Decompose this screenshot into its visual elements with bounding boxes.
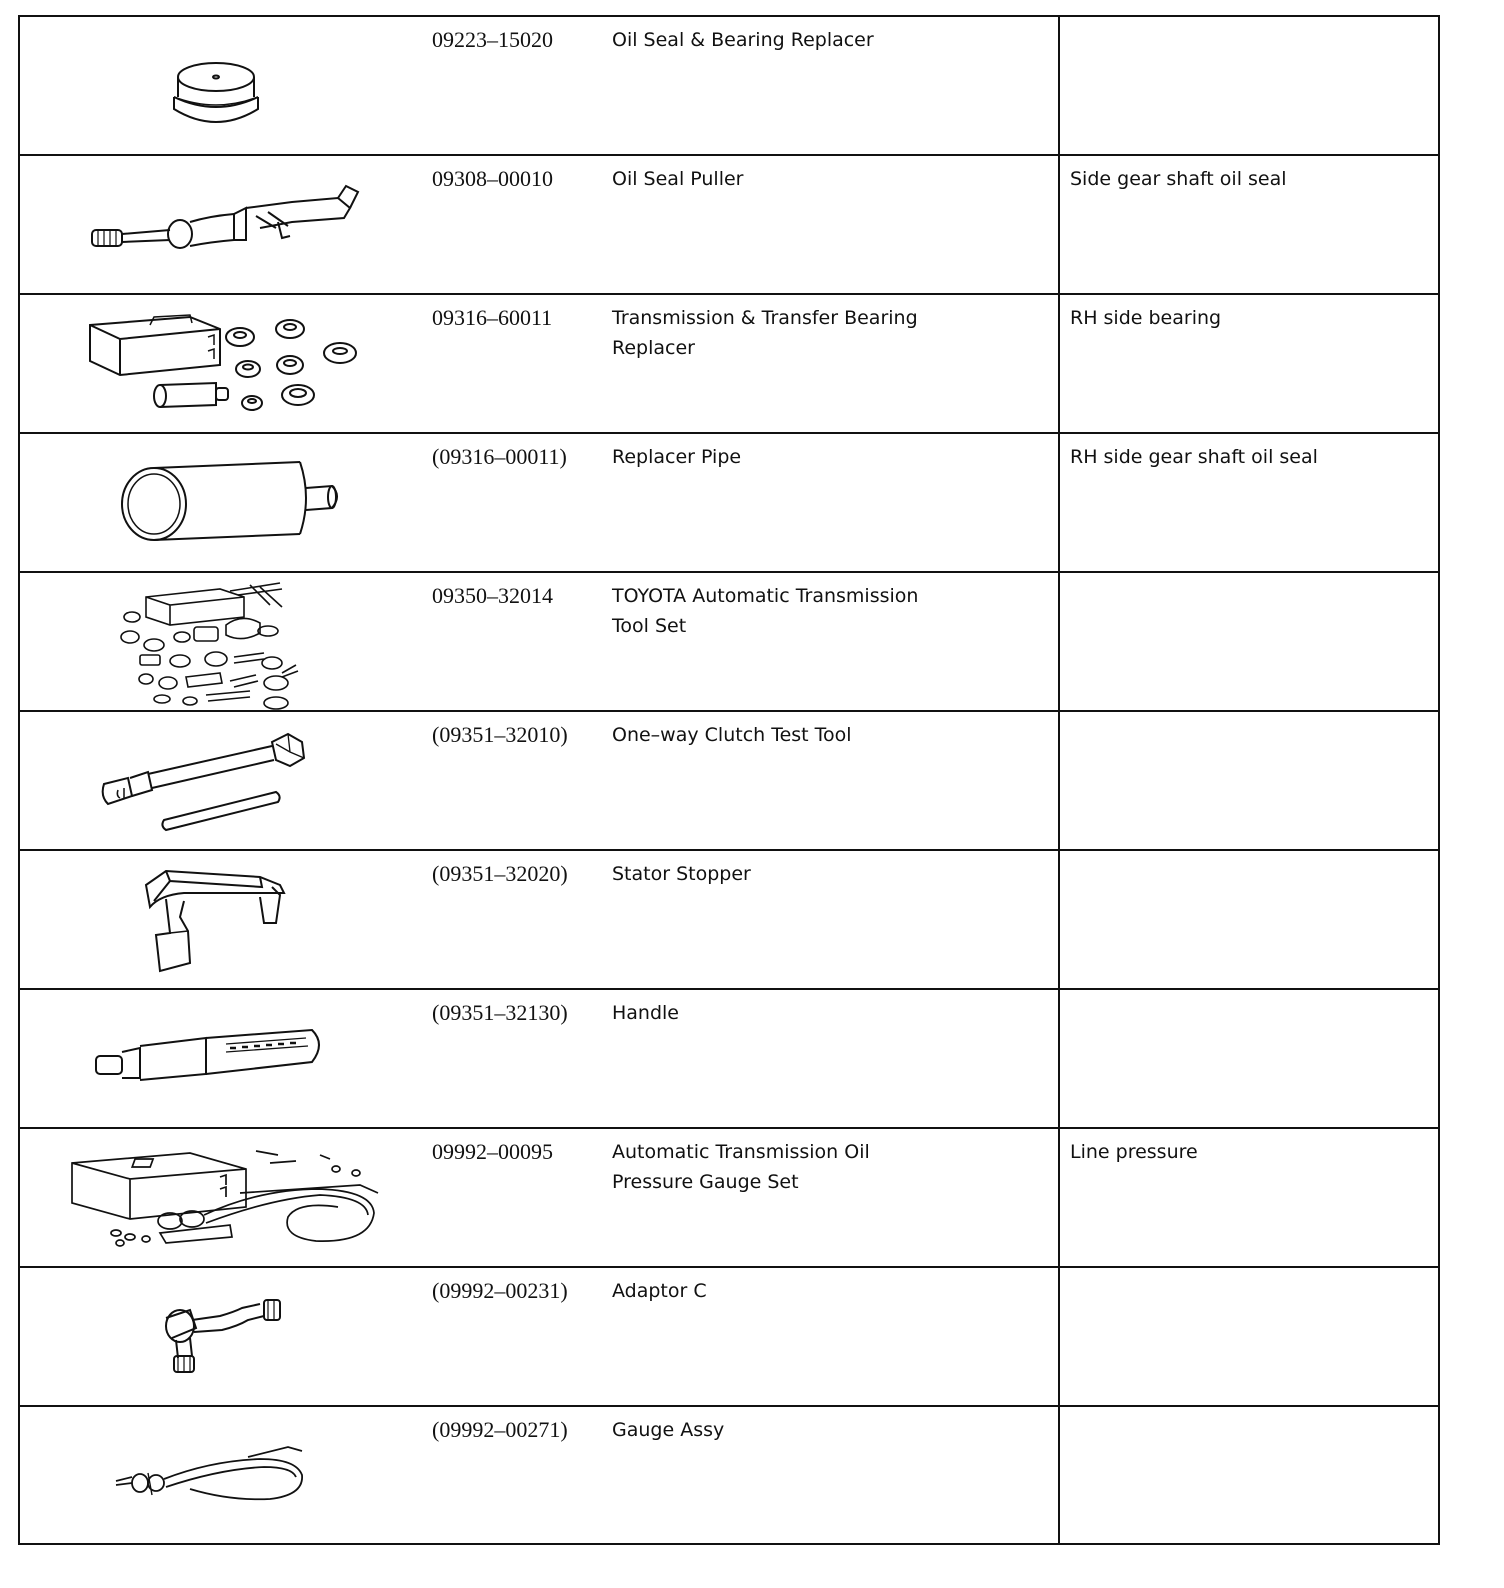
tool-name-line: Gauge Assy: [612, 1419, 725, 1441]
oil-seal-puller-icon: [20, 156, 420, 293]
tool-name-line: One–way Clutch Test Tool: [612, 724, 852, 746]
tool-name-line: Replacer: [612, 337, 695, 359]
table-row: [20, 851, 1438, 990]
tool-name-line: Replacer Pipe: [612, 446, 742, 468]
tool-name-line: Oil Seal Puller: [612, 168, 744, 190]
stator-stopper-icon: [20, 851, 420, 988]
part-number: (09351–32130): [432, 1000, 568, 1025]
tool-note: [1058, 990, 1438, 1127]
table-row: [20, 1129, 1438, 1268]
tool-name: [600, 990, 1058, 1127]
replacer-pipe-icon: [20, 434, 420, 571]
table-row: [20, 434, 1438, 573]
part-number: (09351–32020): [432, 861, 568, 886]
part-number: (09316–00011): [432, 444, 567, 469]
table-row: [20, 1407, 1438, 1543]
tool-name: [600, 712, 1058, 849]
tool-name: [600, 1268, 1058, 1405]
tool-name-line: Adaptor C: [612, 1280, 707, 1302]
part-number: 09223–15020: [432, 27, 553, 52]
handle-icon: [20, 990, 420, 1127]
tool-name-line: Transmission & Transfer Bearing: [612, 307, 918, 329]
part-number: (09992–00271): [432, 1417, 568, 1442]
part-number: 09308–00010: [432, 166, 553, 191]
oil-seal-bearing-replacer-icon: [20, 17, 420, 154]
table-row: [20, 1268, 1438, 1407]
table-row: [20, 295, 1438, 434]
part-number: (09992–00231): [432, 1278, 568, 1303]
table-row: [20, 573, 1438, 712]
pressure-gauge-set-icon: [20, 1129, 420, 1266]
tool-note: RH side gear shaft oil seal: [1058, 434, 1438, 571]
part-number: 09316–60011: [432, 305, 553, 330]
tool-note: [1058, 712, 1438, 849]
tool-name-line: Automatic Transmission Oil: [612, 1141, 870, 1163]
table-row: [20, 712, 1438, 851]
bearing-replacer-set-icon: [20, 295, 420, 432]
transmission-tool-set-icon: [20, 573, 420, 710]
tool-name: [600, 295, 1058, 432]
tool-name: [600, 573, 1058, 710]
gauge-assy-icon: [20, 1407, 420, 1543]
table-row: [20, 156, 1438, 295]
tool-name-line: Handle: [612, 1002, 680, 1024]
tool-name-line: TOYOTA Automatic Transmission: [612, 585, 919, 607]
tool-name: [600, 434, 1058, 571]
tool-name: [600, 1407, 1058, 1543]
tool-name-line: Oil Seal & Bearing Replacer: [612, 29, 874, 51]
tool-name-line: Pressure Gauge Set: [612, 1171, 799, 1193]
table-row: [20, 990, 1438, 1129]
adaptor-c-icon: [20, 1268, 420, 1405]
table-row: [20, 17, 1438, 156]
tool-note: RH side bearing: [1058, 295, 1438, 432]
part-number: 09992–00095: [432, 1139, 553, 1164]
tool-name: [600, 156, 1058, 293]
special-service-tools-table: [18, 15, 1440, 1545]
tool-name: [600, 851, 1058, 988]
part-number: 09350–32014: [432, 583, 553, 608]
tool-name-line: Tool Set: [612, 615, 687, 637]
tool-name: [600, 17, 1058, 154]
part-number: (09351–32010): [432, 722, 568, 747]
tool-name-line: Stator Stopper: [612, 863, 751, 885]
tool-note: [1058, 17, 1438, 154]
clutch-test-tool-icon: [20, 712, 420, 849]
tool-note: Side gear shaft oil seal: [1058, 156, 1438, 293]
tool-note: Line pressure: [1058, 1129, 1438, 1266]
tool-name: [600, 1129, 1058, 1266]
tool-note: [1058, 1268, 1438, 1405]
tool-note: [1058, 1407, 1438, 1543]
tool-note: [1058, 573, 1438, 710]
tool-note: [1058, 851, 1438, 988]
